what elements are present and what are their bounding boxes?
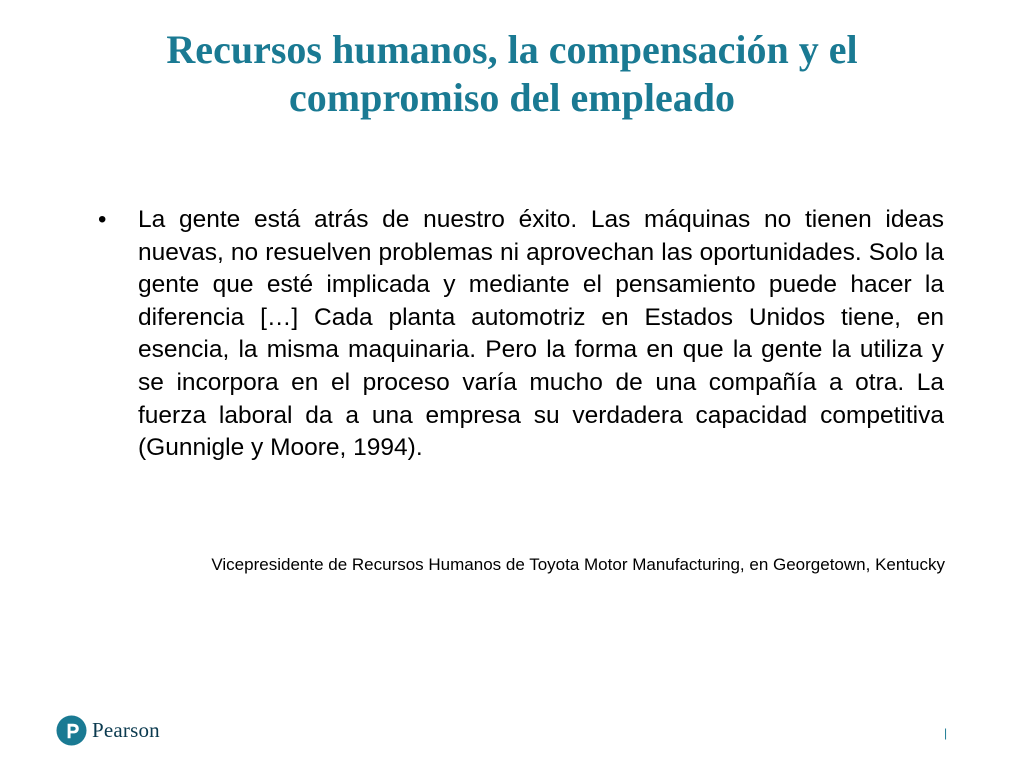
quote-text: La gente está atrás de nuestro éxito. Las máquinas no tienen ideas nuevas, no resuelven problemas ni aprovechan las oportunidades. Solo la gente que esté implicada y mediante el pensamiento puede hacer la diferencia […] Cada planta automotriz en Estados Unidos tiene, en esencia, la misma maquinaria. Pero la forma en que la gente la utiliza y se incorpora en el proceso varía mucho de una compañía a otra. La fuerza laboral da a una empresa su verdadera capacidad competitiva (Gunnigle y Moore, 1994). — [138, 206, 944, 462]
pearson-p-icon — [56, 715, 87, 746]
logo-text: Pearson — [92, 717, 160, 742]
bullet-marker: • — [98, 206, 107, 233]
bullet-item — [98, 204, 944, 465]
slide-title: Recursos humanos, la compensación y el compromiso del empleado — [166, 27, 858, 120]
pearson-logo — [56, 713, 160, 747]
page-marker: | — [944, 726, 948, 740]
quote-attribution: Vicepresidente de Recursos Humanos de Toyota Motor Manufacturing, en Georgetown, Kentucky — [211, 555, 945, 574]
